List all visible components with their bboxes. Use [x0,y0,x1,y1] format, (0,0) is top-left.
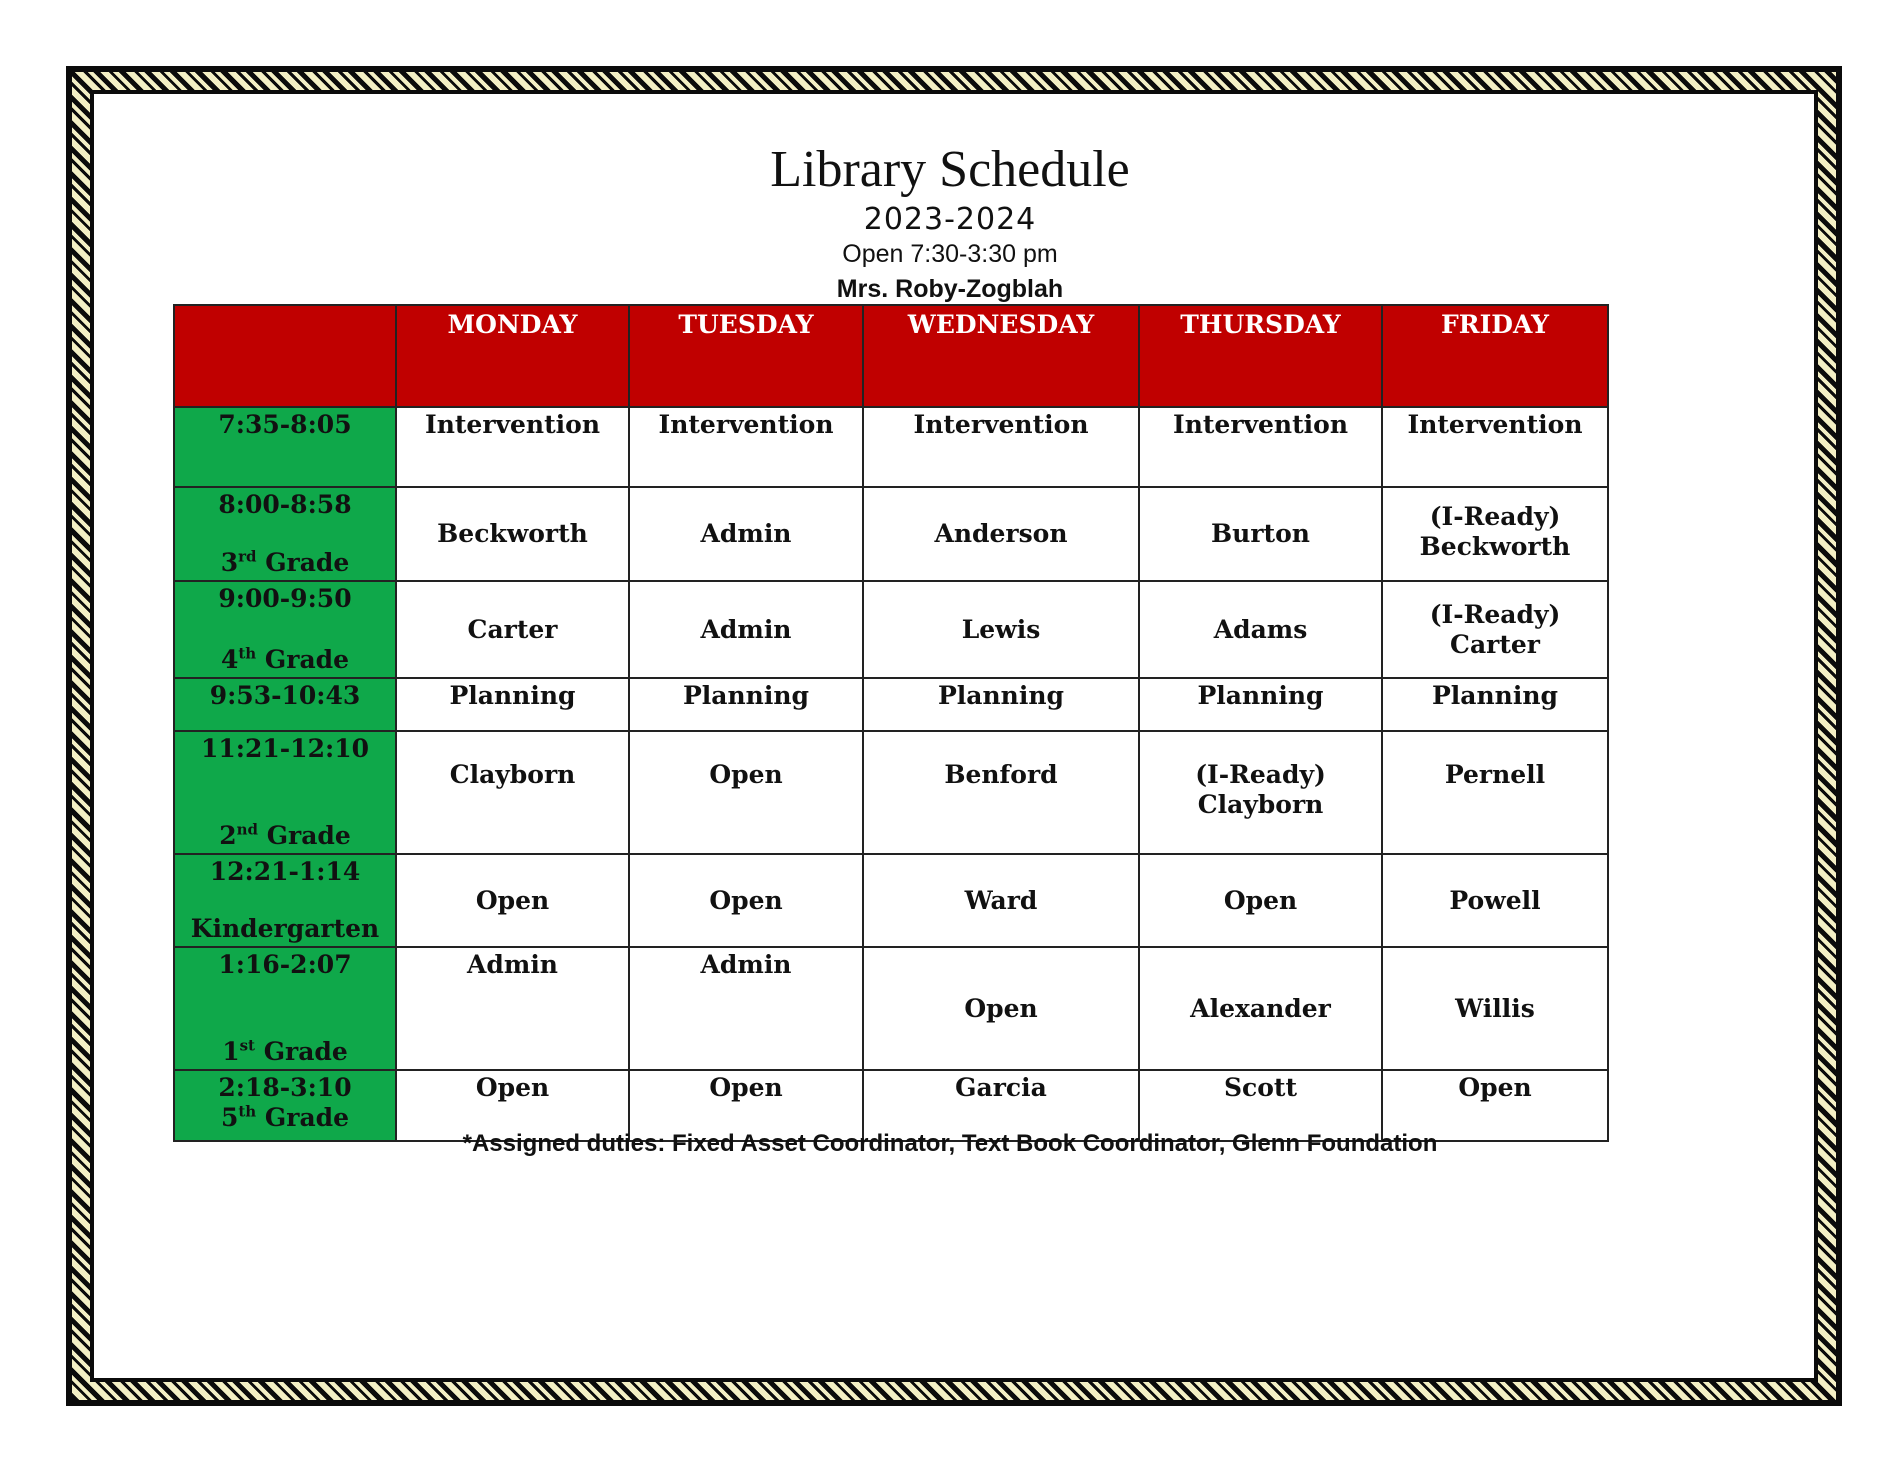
grade-number: 3 [220,548,239,577]
time-slot-cell [174,947,396,1070]
time-range: 9:00-9:50 [218,584,352,613]
class-cell: Intervention [1139,407,1382,487]
grade-label [175,548,395,578]
grade-label [175,645,395,675]
class-cell: Open [1382,1070,1608,1141]
class-cell: Planning [1382,678,1608,731]
schedule-row [174,731,1608,854]
time-slot-cell [174,407,396,487]
grade-ordinal: th [238,644,257,663]
grade-number: 5 [220,1103,239,1132]
class-cell: Admin [629,947,863,1070]
schedule-row [174,678,1608,731]
grade-suffix: Grade [258,821,351,850]
time-range: 9:53-10:43 [209,681,361,710]
class-cell: Alexander [1139,947,1382,1070]
time-range: 12:21-1:14 [209,857,361,886]
schedule-row [174,487,1608,581]
class-cell: (I-Ready) Clayborn [1139,731,1382,854]
schedule-table [173,304,1609,1142]
day-header-friday: FRIDAY [1382,305,1608,407]
class-cell: Open [1139,854,1382,947]
schedule-row [174,581,1608,678]
grade-label [175,914,395,944]
time-slot-cell [174,854,396,947]
corner-cell [174,305,396,407]
class-cell: Willis [1382,947,1608,1070]
grade-label [175,1103,395,1133]
time-range: 2:18-3:10 [218,1073,352,1102]
grade-ordinal: rd [238,547,257,566]
day-header-thursday: THURSDAY [1139,305,1382,407]
time-range: 11:21-12:10 [201,734,369,763]
grade-number: Kindergarten [190,914,380,943]
grade-suffix: Grade [256,548,350,577]
grade-ordinal: st [239,1036,255,1055]
day-header-tuesday: TUESDAY [629,305,863,407]
class-cell: Admin [629,487,863,581]
class-cell: (I-Ready) Carter [1382,581,1608,678]
class-cell: Beckworth [396,487,629,581]
class-cell: Adams [1139,581,1382,678]
schedule-row [174,947,1608,1070]
class-cell: Garcia [863,1070,1139,1141]
class-cell: Powell [1382,854,1608,947]
grade-number: 4 [220,645,239,674]
assigned-duties-note: *Assigned duties: Fixed Asset Coordinator, Text Book Coordinator, Glenn Foundation [462,1130,1438,1157]
teacher-name: Mrs. Roby-Zogblah [836,275,1064,303]
class-cell: Open [863,947,1139,1070]
class-cell: Burton [1139,487,1382,581]
class-cell: Open [396,1070,629,1141]
time-slot-cell [174,678,396,731]
grade-ordinal: th [238,1102,257,1121]
class-cell: Intervention [863,407,1139,487]
open-hours: Open 7:30-3:30 pm [842,240,1058,268]
grade-ordinal: nd [236,820,258,839]
class-cell: (I-Ready) Beckworth [1382,487,1608,581]
class-cell: Intervention [629,407,863,487]
class-cell: Open [629,731,863,854]
grade-suffix: Grade [256,1103,350,1132]
class-cell: Admin [396,947,629,1070]
time-range: 7:35-8:05 [218,410,352,439]
grade-number: 2 [219,821,237,850]
class-cell: Benford [863,731,1139,854]
time-range: 1:16-2:07 [218,950,352,979]
day-header-wednesday: WEDNESDAY [863,305,1139,407]
grade-number: 1 [222,1037,240,1066]
class-cell: Clayborn [396,731,629,854]
class-cell: Intervention [396,407,629,487]
class-cell: Ward [863,854,1139,947]
class-cell: Planning [396,678,629,731]
grade-label [175,821,395,851]
day-header-monday: MONDAY [396,305,629,407]
class-cell: Planning [863,678,1139,731]
grade-label [175,1037,395,1067]
class-cell: Open [629,854,863,947]
time-slot-cell [174,487,396,581]
class-cell: Admin [629,581,863,678]
class-cell: Open [396,854,629,947]
schedule-row [174,407,1608,487]
class-cell: Planning [629,678,863,731]
class-cell: Scott [1139,1070,1382,1141]
class-cell: Planning [1139,678,1382,731]
schedule-row [174,854,1608,947]
class-cell: Carter [396,581,629,678]
grade-suffix: Grade [256,645,350,674]
class-cell: Intervention [1382,407,1608,487]
grade-suffix: Grade [254,1037,348,1066]
header-row [174,305,1608,407]
page-title: Library Schedule [770,141,1130,198]
class-cell: Lewis [863,581,1139,678]
class-cell: Open [629,1070,863,1141]
time-slot-cell [174,731,396,854]
time-range: 8:00-8:58 [218,490,352,519]
school-year: 2023-2024 [863,202,1037,237]
time-slot-cell [174,581,396,678]
class-cell: Pernell [1382,731,1608,854]
class-cell: Anderson [863,487,1139,581]
